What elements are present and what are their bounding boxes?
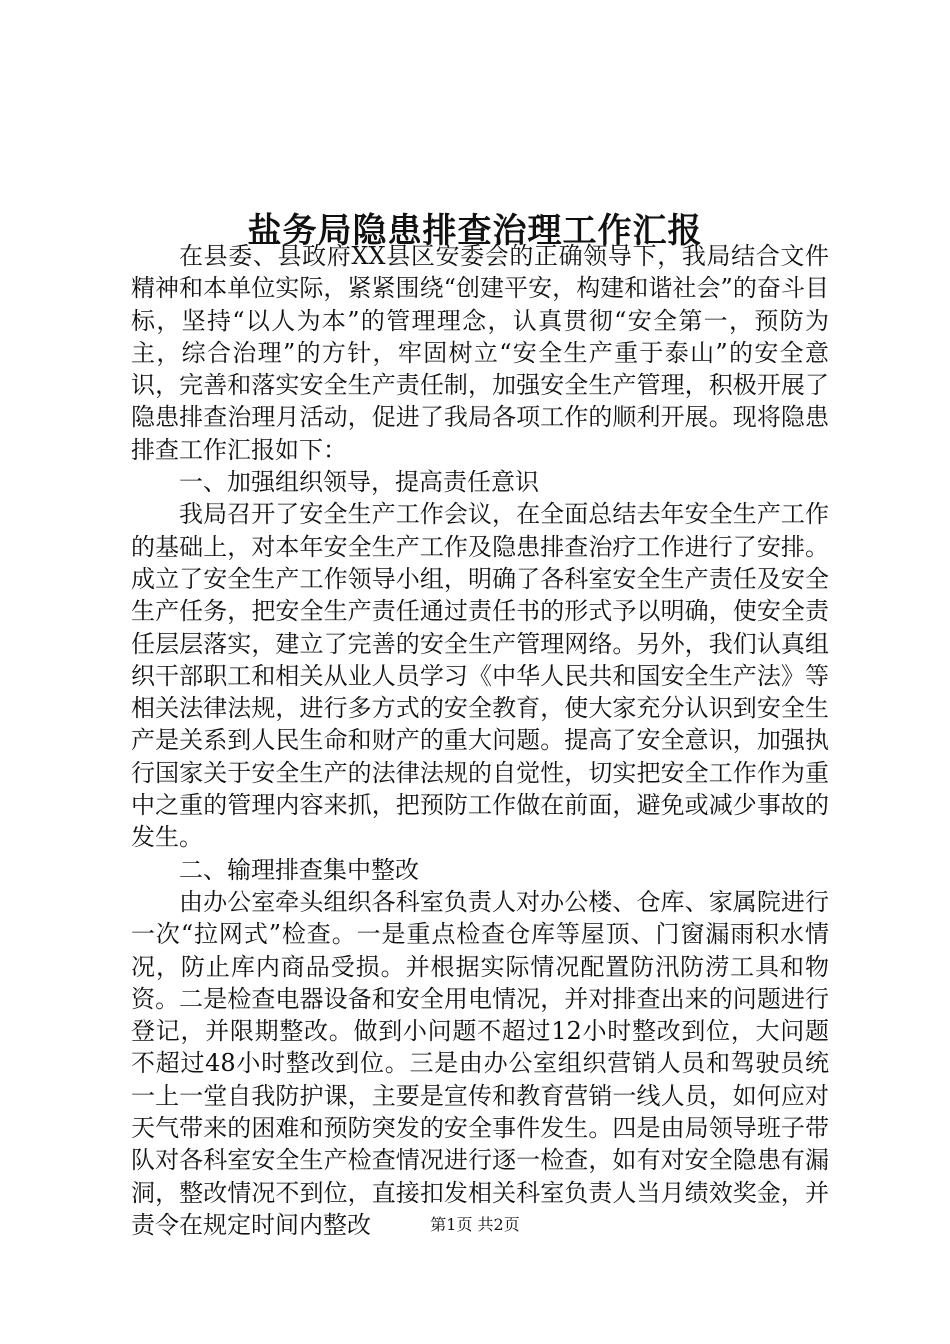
document-title: 盐务局隐患排查治理工作汇报: [247, 210, 703, 251]
section-heading-2: 二、输理排查集中整改: [179, 855, 419, 884]
paragraph-section-1: 我局召开了安全生产工作会议，在全面总结去年安全生产工作的基础上，对本年安全生产工作及隐患排查治疗工作进行了安排。成立了安全生产工作领导小组，明确了各科室安全生产责任及安全生产任务，把安全生产责任通过责任书的形式予以明确，使安全责任层层落实，建立了完善的安全生产管理网络。另外，我们认真组织干部职工和相关从业人员学习《中华人民共和国安全生产法》等相关法律法规，进行多方式的安全教育，使大家充分认识到安全生产是关系到人民生命和财产的重大问题。提高了安全意识，加强执行国家关于安全生产的法律法规的自觉性，切实把安全工作作为重中之重的管理内容来抓，把预防工作做在前面，避免或减少事故的发生。: [131, 500, 829, 852]
paragraph-section-2: 由办公室牵头组织各科室负责人对办公楼、仓库、家属院进行一次“拉网式”检查。一是重点检查仓库等屋顶、门窗漏雨积水情况，防止库内商品受损。并根据实际情况配置防汛防涝工具和物资。二是检查电器设备和安全用电情况，并对排查出来的问题进行登记，并限期整改。做到小问题不超过12小时整改到位，大问题不超过48小时整改到位。三是由办公室组织营销人员和驾驶员统一上一堂自我防护课，主要是宣传和教育营销一线人员，如何应对天气带来的困难和预防突发的安全事件发生。四是由局领导班子带队对各科室安全生产检查情况进行逐一检查，如有对安全隐患有漏洞，整改情况不到位，直接扣发相关科室负责人当月绩效奖金，并责令在规定时间内整改: [131, 887, 829, 1239]
page-footer: 第1页 共2页: [430, 1215, 520, 1234]
document-body: [131, 240, 829, 1241]
section-heading-1: 一、加强组织领导，提高责任意识: [179, 468, 539, 497]
paragraph-intro: 在县委、县政府XX县区安委会的正确领导下，我局结合文件精神和本单位实际，紧紧围绕“创建平安，构建和谐社会”的奋斗目标，坚持“以人为本”的管理理念，认真贯彻“安全第一，预防为主，综合治理”的方针，牢固树立“安全生产重于泰山”的安全意识，完善和落实安全生产责任制，加强安全生产管理，积极开展了隐患排查治理月活动，促进了我局各项工作的顺利开展。现将隐患排查工作汇报如下：: [131, 242, 829, 464]
